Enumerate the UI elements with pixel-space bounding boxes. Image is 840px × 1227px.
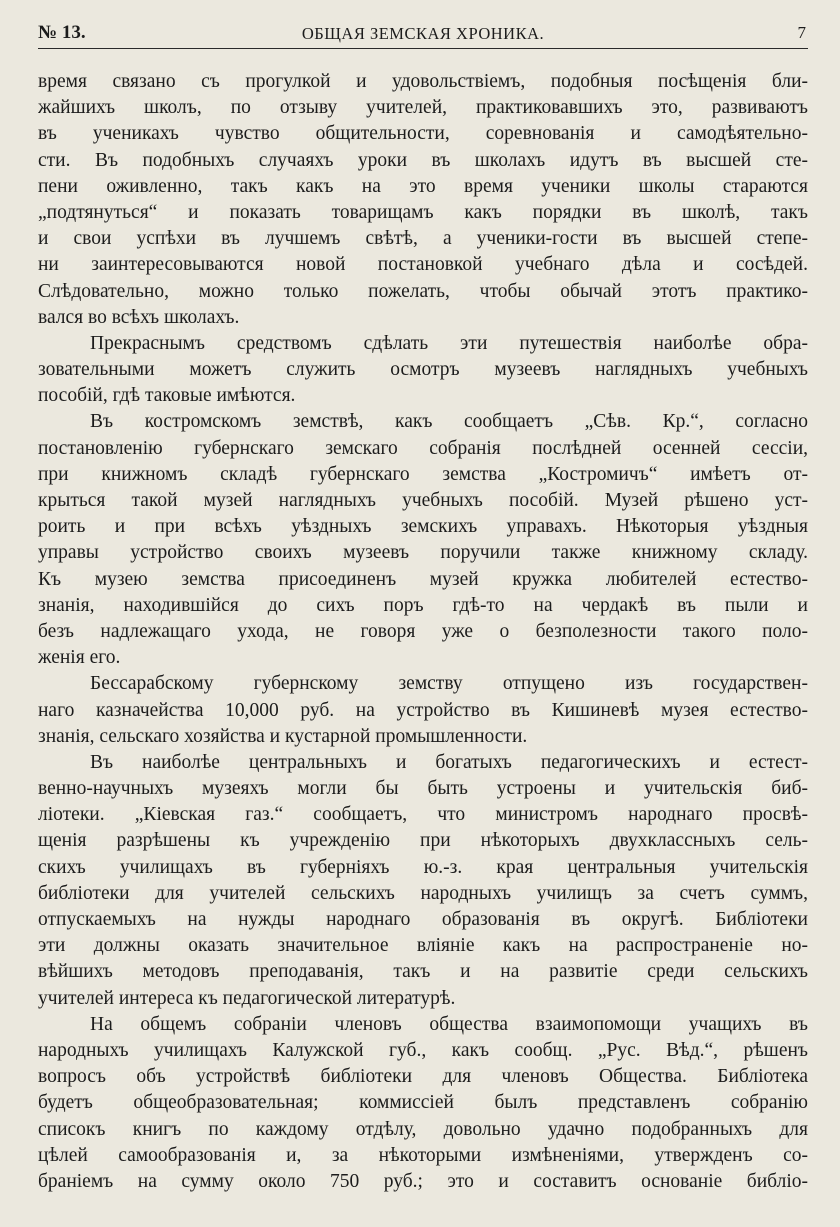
text-line: вался во всѣхъ школахъ. bbox=[38, 306, 240, 328]
text-line: наго казначейства 10,000 руб. на устройство въ Кишиневѣ музея естество- bbox=[38, 699, 808, 721]
text-line: жайшихъ школъ, по отзыву учителей, практиковавшихъ это, развиваютъ bbox=[38, 97, 808, 119]
text-line: ни заинтересовываются новой постановкой учебнаго дѣла и сосѣдей. bbox=[38, 254, 808, 276]
text-line: Слѣдовательно, можно только пожелать, чтобы обычай этотъ практико- bbox=[38, 280, 808, 302]
text-line: сти. Въ подобныхъ случаяхъ уроки въ школахъ идутъ въ высшей сте- bbox=[38, 149, 808, 171]
text-line: народныхъ училищахъ Калужской губ., какъ сообщ. „Рус. Вѣд.“, рѣшенъ bbox=[38, 1039, 808, 1061]
text-line: будетъ общеобразовательная; коммиссіей былъ представленъ собранію bbox=[38, 1092, 808, 1114]
page-number: 7 bbox=[797, 23, 806, 42]
text-line: браніемъ на сумму около 750 руб.; это и составитъ основаніе библіо- bbox=[38, 1170, 808, 1192]
text-line: знанія, сельскаго хозяйства и кустарной промышленности. bbox=[38, 725, 528, 747]
text-line: женія его. bbox=[38, 647, 121, 669]
page-header bbox=[38, 20, 808, 48]
text-line: Къ музею земства присоединенъ музей кружка любителей естество- bbox=[38, 568, 808, 590]
text-line: отпускаемыхъ на нужды народнаго образованія въ округѣ. Библіотеки bbox=[38, 909, 808, 930]
text-line: безъ надлежащаго ухода, не говоря уже о безполезности такого поло- bbox=[38, 620, 808, 642]
text-line: „подтянуться“ и показать товарищамъ какъ порядки въ школѣ, такъ bbox=[38, 201, 808, 223]
text-line: библіотеки для учителей сельскихъ народныхъ училищъ за счетъ суммъ, bbox=[38, 882, 808, 904]
text-line: пособій, гдѣ таковые имѣются. bbox=[38, 385, 296, 407]
text-line: пени оживленно, такъ какъ на это время ученики школы стараются bbox=[38, 175, 808, 197]
body-text bbox=[38, 69, 808, 1195]
text-line: управы устройство своихъ музеевъ поручили также книжному складу. bbox=[38, 542, 808, 564]
text-line: вѣйшихъ методовъ преподаванія, такъ и на развитіе среди сельскихъ bbox=[38, 961, 808, 983]
text-line: время связано съ прогулкой и удовольствіемъ, подобныя посѣщенія бли- bbox=[38, 71, 808, 92]
text-line: постановленію губернскаго земскаго собранія послѣдней осенней сессіи, bbox=[38, 437, 808, 459]
text-line: скихъ училищахъ въ губерніяхъ ю.-з. края центральныя учительскія bbox=[38, 856, 808, 878]
text-line: На общемъ собраніи членовъ общества взаимопомощи учащихъ въ bbox=[90, 1013, 808, 1035]
text-line: крыться такой музей наглядныхъ учебныхъ пособій. Музей рѣшено уст- bbox=[38, 490, 808, 511]
text-line: вопросъ объ устройствѣ библіотеки для членовъ Общества. Библіотека bbox=[38, 1066, 808, 1088]
text-line: зовательными можетъ служить осмотръ музеевъ наглядныхъ учебныхъ bbox=[38, 359, 808, 381]
text-line: знанія, находившійся до сихъ поръ гдѣ-то на чердакѣ въ пыли и bbox=[38, 594, 808, 616]
text-line: учителей интереса къ педагогической литературѣ. bbox=[38, 987, 456, 1009]
text-line: роить и при всѣхъ уѣздныхъ земскихъ управахъ. Нѣкоторыя уѣздныя bbox=[38, 516, 808, 538]
text-line: Въ костромскомъ земствѣ, какъ сообщаетъ „Сѣв. Кр.“, согласно bbox=[90, 411, 808, 433]
text-line: эти должны оказать значительное вліяніе какъ на распространеніе но- bbox=[38, 935, 808, 957]
text-line: Въ наиболѣе центральныхъ и богатыхъ педагогическихъ и естест- bbox=[90, 751, 808, 773]
text-line: щенія разрѣшены къ учрежденію при нѣкоторыхъ двухклассныхъ сель- bbox=[38, 830, 808, 852]
running-title: ОБЩАЯ ЗЕМСКАЯ ХРОНИКА. bbox=[301, 24, 545, 43]
text-line: цѣлей самообразованія и, за нѣкоторыми измѣненіями, утвержденъ со- bbox=[38, 1144, 808, 1166]
text-line: ліотеки. „Кіевская газ.“ сообщаетъ, что министромъ народнаго просвѣ- bbox=[38, 804, 808, 826]
issue-number: № 13. bbox=[38, 22, 86, 43]
text-line: венно-научныхъ музеяхъ могли бы быть устроены и учительскія биб- bbox=[38, 778, 808, 800]
text-line: Прекраснымъ средствомъ сдѣлать эти путешествія наиболѣе обра- bbox=[90, 332, 808, 354]
text-line: и свои успѣхи въ лучшемъ свѣтѣ, а ученики-гости въ высшей степе- bbox=[38, 228, 808, 250]
text-line: списокъ книгъ по каждому отдѣлу, довольно удачно подобранныхъ для bbox=[38, 1118, 808, 1140]
header-rule bbox=[38, 48, 808, 49]
text-line: Бессарабскому губернскому земству отпущено изъ государствен- bbox=[90, 673, 808, 695]
text-line: въ ученикахъ чувство общительности, соревнованія и самодѣятельно- bbox=[38, 123, 808, 145]
text-line: при книжномъ складѣ губернскаго земства „Костромичъ“ имѣетъ от- bbox=[38, 463, 808, 485]
